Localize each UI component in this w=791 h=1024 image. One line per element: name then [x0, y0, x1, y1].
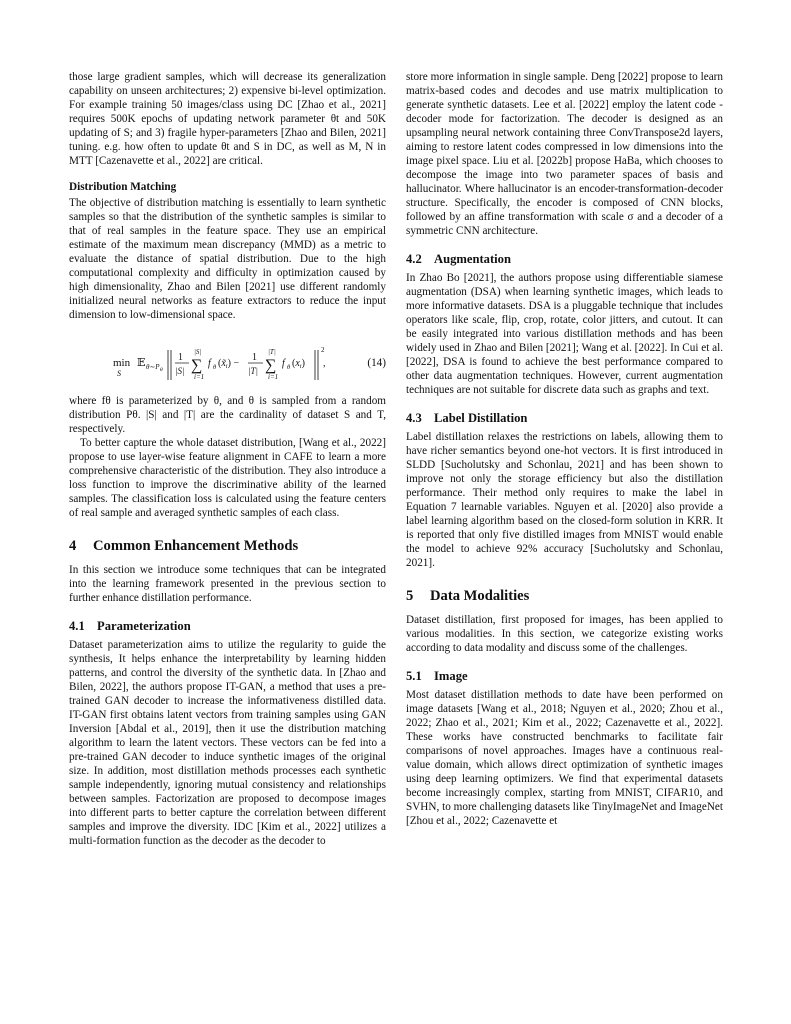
distribution-matching-heading: Distribution Matching [69, 181, 177, 193]
svg-text:|T|: |T| [268, 348, 276, 356]
section-4-2-title: Augmentation [434, 252, 511, 266]
svg-text:θ: θ [213, 364, 217, 371]
section-4-2-heading [406, 252, 723, 267]
svg-text:|S|: |S| [194, 348, 202, 356]
svg-text:∑: ∑ [191, 357, 203, 374]
svg-text:1: 1 [252, 352, 257, 363]
svg-text:1: 1 [178, 352, 183, 363]
svg-text:∑: ∑ [265, 357, 277, 374]
section-4-number: 4 [69, 538, 77, 554]
svg-text:θ: θ [287, 364, 291, 371]
svg-text:(xi): $(x_i)$ [292, 358, 305, 370]
section-5-1-title: Image [434, 669, 468, 683]
continued-paragraph: store more information in single sample. Deng [2022] propose to learn matrix-based codes and decodes and use matrix multiplication to generate synthetic datasets. Lee et al. [2022] employ the latent code - decoder mode for factorization. The decoder is designed as an upsampling neural network containing three ConvTranspose2d layers, aiming to restore latent codes compressed in low dimensions into the image pixel space. Liu et al. [2022b] propose HaBa, which chooses to decompose the image into two parameter spaces of basis and hallucinator. Where hallucinator is an encoder-transformation-decoder structure. Specifically, the encoder is composed of CNN blocks, followed by an affine transformation with scale σ and a decoder of a symmetric CNN architecture. [406, 71, 723, 237]
svg-text:i=1: i=1 [268, 373, 279, 381]
section-4-3-heading [406, 411, 723, 426]
svg-text:2: 2 [321, 346, 325, 354]
section-4-paragraph: In this section we introduce some techniques that can be integrated into the learning framework presented in the previous section to further enhance distillation performance. [69, 564, 386, 604]
section-4-1-title: Parameterization [97, 619, 191, 633]
section-5-1-heading [406, 669, 723, 684]
equation-number: (14) [367, 357, 386, 369]
svg-text:min: min [113, 357, 131, 369]
section-5-heading [406, 588, 723, 605]
section-5-1-number: 5.1 [406, 669, 422, 683]
svg-text:|S|: |S| [175, 366, 185, 376]
svg-text:𝔼: 𝔼 [137, 357, 146, 369]
section-4-2-paragraph: In Zhao Bo [2021], the authors propose using differentiable siamese augmentation (DSA) when learning synthetic images, which leads to more informative datasets. DSA is a pluggable technique that includes operators like scale, flip, crop, rotate, color jitters, and cutout. It can be easily integrated into various distillation methods and has been widely used in Zhao and Bilen [2021]; Wang et al. [2022]. In Cui et al. [2022], DSA is found to achieve the best performance compared to other data augmentation techniques. However, current augmentation techniques are not suitable for discrete data such as graphs and text. [406, 272, 723, 396]
cafe-paragraph: To better capture the whole dataset distribution, [Wang et al., 2022] propose to use layer-wise feature alignment in CAFE to learn a more comprehensive characteristic of the distribution. They also introduce a loss function to improve the discriminative ability of the learned samples. The classification loss is calculated using the feature centers of real sample and averaged synthetic samples of each class. [69, 437, 386, 519]
svg-text:f: f [208, 358, 211, 369]
section-4-3-number: 4.3 [406, 411, 422, 425]
section-4-2-number: 4.2 [406, 252, 422, 266]
svg-text:f: f [282, 358, 285, 369]
section-5-title: Data Modalities [430, 588, 530, 604]
equation-14-formula [69, 332, 386, 386]
svg-text:S: S [117, 369, 121, 378]
section-4-title: Common Enhancement Methods [93, 538, 299, 554]
section-4-3-title: Label Distillation [434, 411, 528, 425]
svg-text:i=1: i=1 [194, 373, 205, 381]
equation-14 [69, 332, 386, 386]
svg-text:θ∼P: θ∼P [146, 363, 160, 371]
section-4-3-paragraph: Label distillation relaxes the restrictions on labels, allowing them to have richer semantics beyond one-hot vectors. It is first introduced in SLDD [Sucholutsky and Schonlau, 2021] and has been shown to improve not only the storage efficiency but also the distillation performance. Their method only requires to make the label in Equation 7 learnable variables. Nguyen et al. [2020] also provide a label learning algorithm based on the closed-form solution in KRR. It is reported that only five distilled images from MNIST would enable the model to achieve 92% accuracy [Sucholutsky and Schonlau, 2021]. [406, 431, 723, 569]
section-5-1-paragraph: Most dataset distillation methods to date have been performed on image datasets [Wang et al., 2018; Nguyen et al., 2020; Zhou et al., 2022; Zhao et al., 2021; Kim et al., 2022; Cazenavette et al., 2022]. These works have constructed benchmarks to facilitate fair comparisons of novel approaches. Images have a continuous real-value domain, which allows direct optimization of synthetic images using deep learning optimizers. We find that experimental datasets become increasingly complex, starting from MNIST, CIFAR10, and SVHN, to more challenging datasets like TinyImageNet and ImageNet [Zhou et al., 2022; Cazenavette et [406, 689, 723, 827]
section-5-paragraph: Dataset distillation, first proposed for images, has been applied to various modalities. In this section, we categorize existing works according to data modality and discuss some of the challenges. [406, 614, 723, 654]
section-4-1-heading [69, 619, 386, 634]
intro-paragraph: those large gradient samples, which will decrease its generalization capability on unseen architectures; 2) expensive bi-level optimization. For example training 50 images/class using DC [Zhao et al., 2021] requires 500K epochs of updating network parameter θt and 50K updating of S; and 3) fragile hyper-parameters [Zhao and Bilen, 2021] tuning. e.g. how often to update θt and S in DC, as well as M, N in MTT [Cazenavette et al., 2022] are critical. [69, 71, 386, 167]
distribution-matching-paragraph: The objective of distribution matching is essentially to learn synthetic samples so that the distribution of the synthetic samples is similar to that of real samples in the feature space. They use an empirical estimate of the maximum mean discrepancy (MMD) as a metric to evaluate the distance of spatial distribution. Due to the high computational complexity and difficulty in optimization caused by high dimensionality, Zhao and Bilen [2021] use different randomly initialized neural networks as feature extractors to reduce the input dimension to low-dimensional space. [69, 197, 386, 321]
section-4-1-number: 4.1 [69, 619, 85, 633]
svg-text:|T|: |T| [248, 366, 258, 376]
left-column [69, 70, 386, 848]
section-4-1-paragraph: Dataset parameterization aims to utilize the regularity to guide the synthesis, It helps enhance the interpretability by learning hidden patterns, and control the diversity of the synthetic data. In [Zhao and Bilen, 2022], the authors propose IT-GAN, a method that uses a pre-trained GAN decoder to increase the informativeness distilled data. IT-GAN first obtains latent vectors from training samples using GAN Inversion [Abdal et al., 2019], then it use the distribution matching algorithm to learn the latent vectors. These vectors can be fed into a pre-trained GAN decoder to induce synthetic images of the original size. In addition, most distillation methods processes each synthetic sample independently, ignoring mutual consistency and relationships between samples. Factorization are proposed to decompose images into different parts to better capture the correlation between different samples and improve the diversity. IDC [Kim et al., 2022] utilizes a multi-formation function as the decoder as the decoder to [69, 639, 386, 847]
svg-text:(x̃i) −: $(x̃_i)$ − [218, 358, 240, 370]
section-4-heading [69, 538, 386, 555]
where-paragraph: where fθ is parameterized by θ, and θ is sampled from a random distribution Pθ. |S| and |T| are the cardinality of dataset S and T, respectively. [69, 395, 386, 435]
svg-text:,: , [323, 358, 326, 369]
svg-text:θ: θ [160, 367, 163, 373]
right-column [406, 70, 723, 828]
section-5-number: 5 [406, 588, 414, 604]
